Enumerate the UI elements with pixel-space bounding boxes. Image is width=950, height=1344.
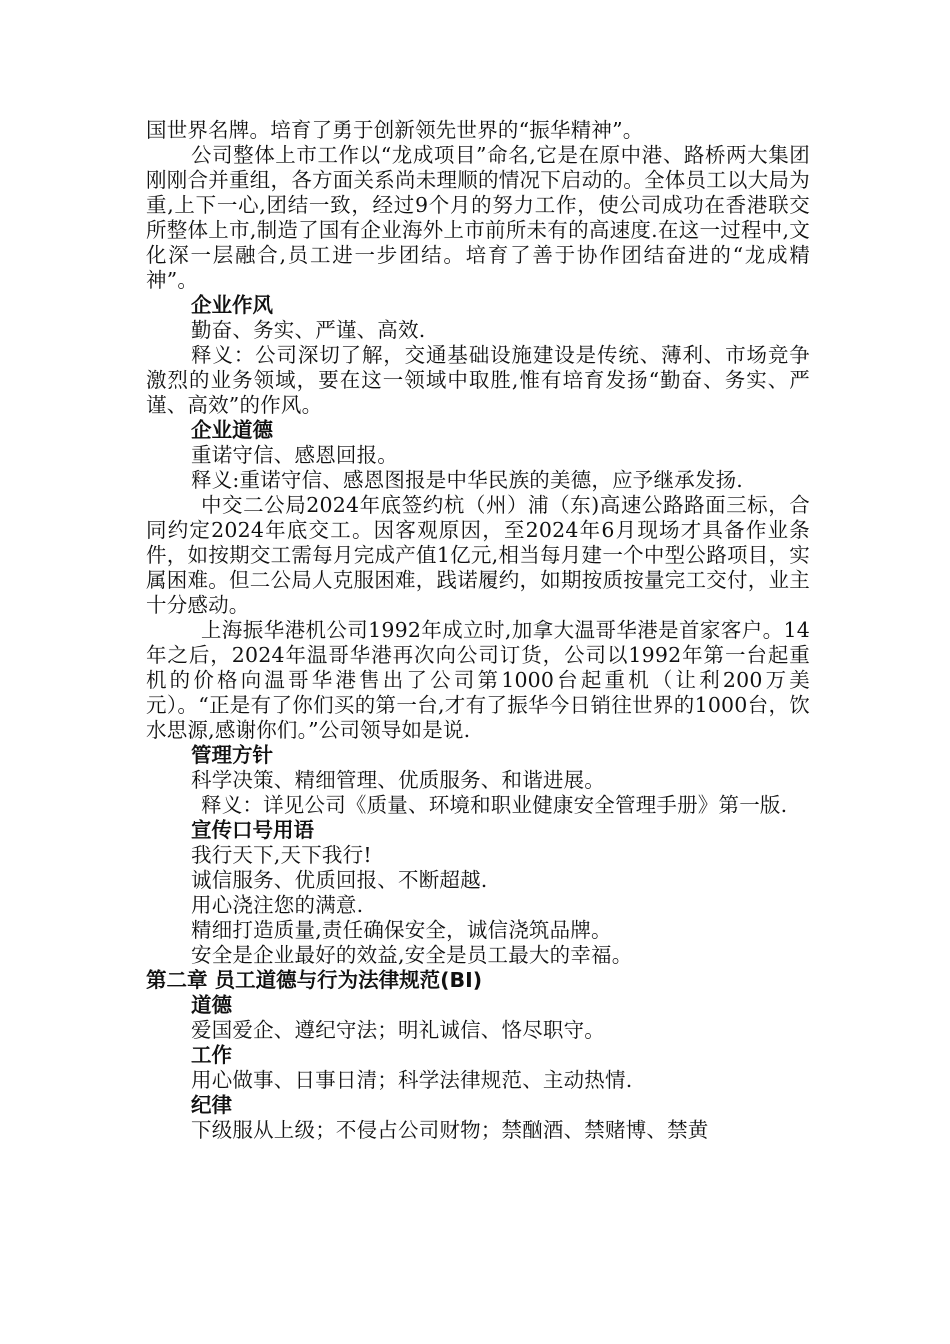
slogan-item: 用心浇注您的满意.: [191, 893, 364, 917]
enterprise-ethics-explanation: 释义:重诺守信、感恩图报是中华民族的美德，应予继承发扬.: [191, 468, 744, 492]
heading-slogans: 宣传口号用语: [191, 818, 314, 842]
slogan-item: 诚信服务、优质回报、不断超越.: [191, 868, 488, 892]
heading-work: 工作: [191, 1043, 232, 1067]
discipline-text: 下级服从上级；不侵占公司财物；禁酗酒、禁赌博、禁黄: [191, 1118, 709, 1142]
heading-enterprise-style: 企业作风: [191, 293, 273, 317]
chapter-heading: 第二章 员工道德与行为法律规范(BI): [146, 968, 483, 992]
slogan-item: 安全是企业最好的效益,安全是员工最大的幸福。: [191, 943, 633, 967]
enterprise-style-text: 勤奋、务实、严谨、高效.: [191, 318, 426, 342]
paragraph-zhenhua-spirit: 国世界名牌。培育了勇于创新领先世界的“振华精神”。: [146, 118, 644, 142]
morality-text: 爱国爱企、遵纪守法；明礼诚信、恪尽职守。: [191, 1018, 605, 1042]
paragraph-second-bureau-story: 中交二公局2024年底签约杭（州）浦（东)高速公路路面三标，合同约定2024年底交工。因客观原因，至2024年6月现场才具备作业条件，如按期交工需每月完成产值1亿元,相当每月建一个中型公路项目，实属困难。但二公局人克服困难，践诺履约，如期按质按量完工交付，业主十分感动。: [146, 493, 810, 617]
paragraph-longcheng-project: 公司整体上市工作以“龙成项目”命名,它是在原中港、路桥两大集团刚刚合并重组，各方面关系尚未理顺的情况下启动的。全体员工以大局为重,上下一心,团结一致，经过9个月的努力工作，使公司成功在香港联交所整体上市,制造了国有企业海外上市前所未有的高速度.在这一过程中,文化深一层融合,员工进一步团结。培育了善于协作团结奋进的“龙成精神”。: [146, 143, 810, 292]
enterprise-ethics-text: 重诺守信、感恩回报。: [191, 443, 398, 467]
heading-enterprise-ethics: 企业道德: [191, 418, 273, 442]
management-policy-explanation: 释义：详见公司《质量、环境和职业健康安全管理手册》第一版.: [201, 793, 788, 817]
paragraph-zhenhua-vancouver-story: 上海振华港机公司1992年成立时,加拿大温哥华港是首家客户。14年之后，2024年温哥华港再次向公司订货，公司以1992年第一台起重机的价格向温哥华港售出了公司第1000台起重机（让利200万美元）。“正是有了你们买的第一台,才有了振华今日销往世界的1000台，饮水思源,感谢你们。”公司领导如是说.: [146, 618, 810, 742]
slogan-item: 精细打造质量,责任确保安全，诚信浇筑品牌。: [191, 918, 612, 942]
enterprise-style-explanation: 释义：公司深切了解，交通基础设施建设是传统、薄利、市场竞争激烈的业务领域，要在这一领域中取胜,惟有培育发扬“勤奋、务实、严谨、高效”的作风。: [146, 343, 810, 417]
heading-morality: 道德: [191, 993, 232, 1017]
slogan-item: 我行天下,天下我行!: [191, 843, 372, 867]
management-policy-text: 科学决策、精细管理、优质服务、和谐进展。: [191, 768, 605, 792]
heading-discipline: 纪律: [191, 1093, 232, 1117]
heading-management-policy: 管理方针: [191, 743, 273, 767]
work-text: 用心做事、日事日清；科学法律规范、主动热情.: [191, 1068, 633, 1092]
document-page: [146, 118, 810, 1143]
